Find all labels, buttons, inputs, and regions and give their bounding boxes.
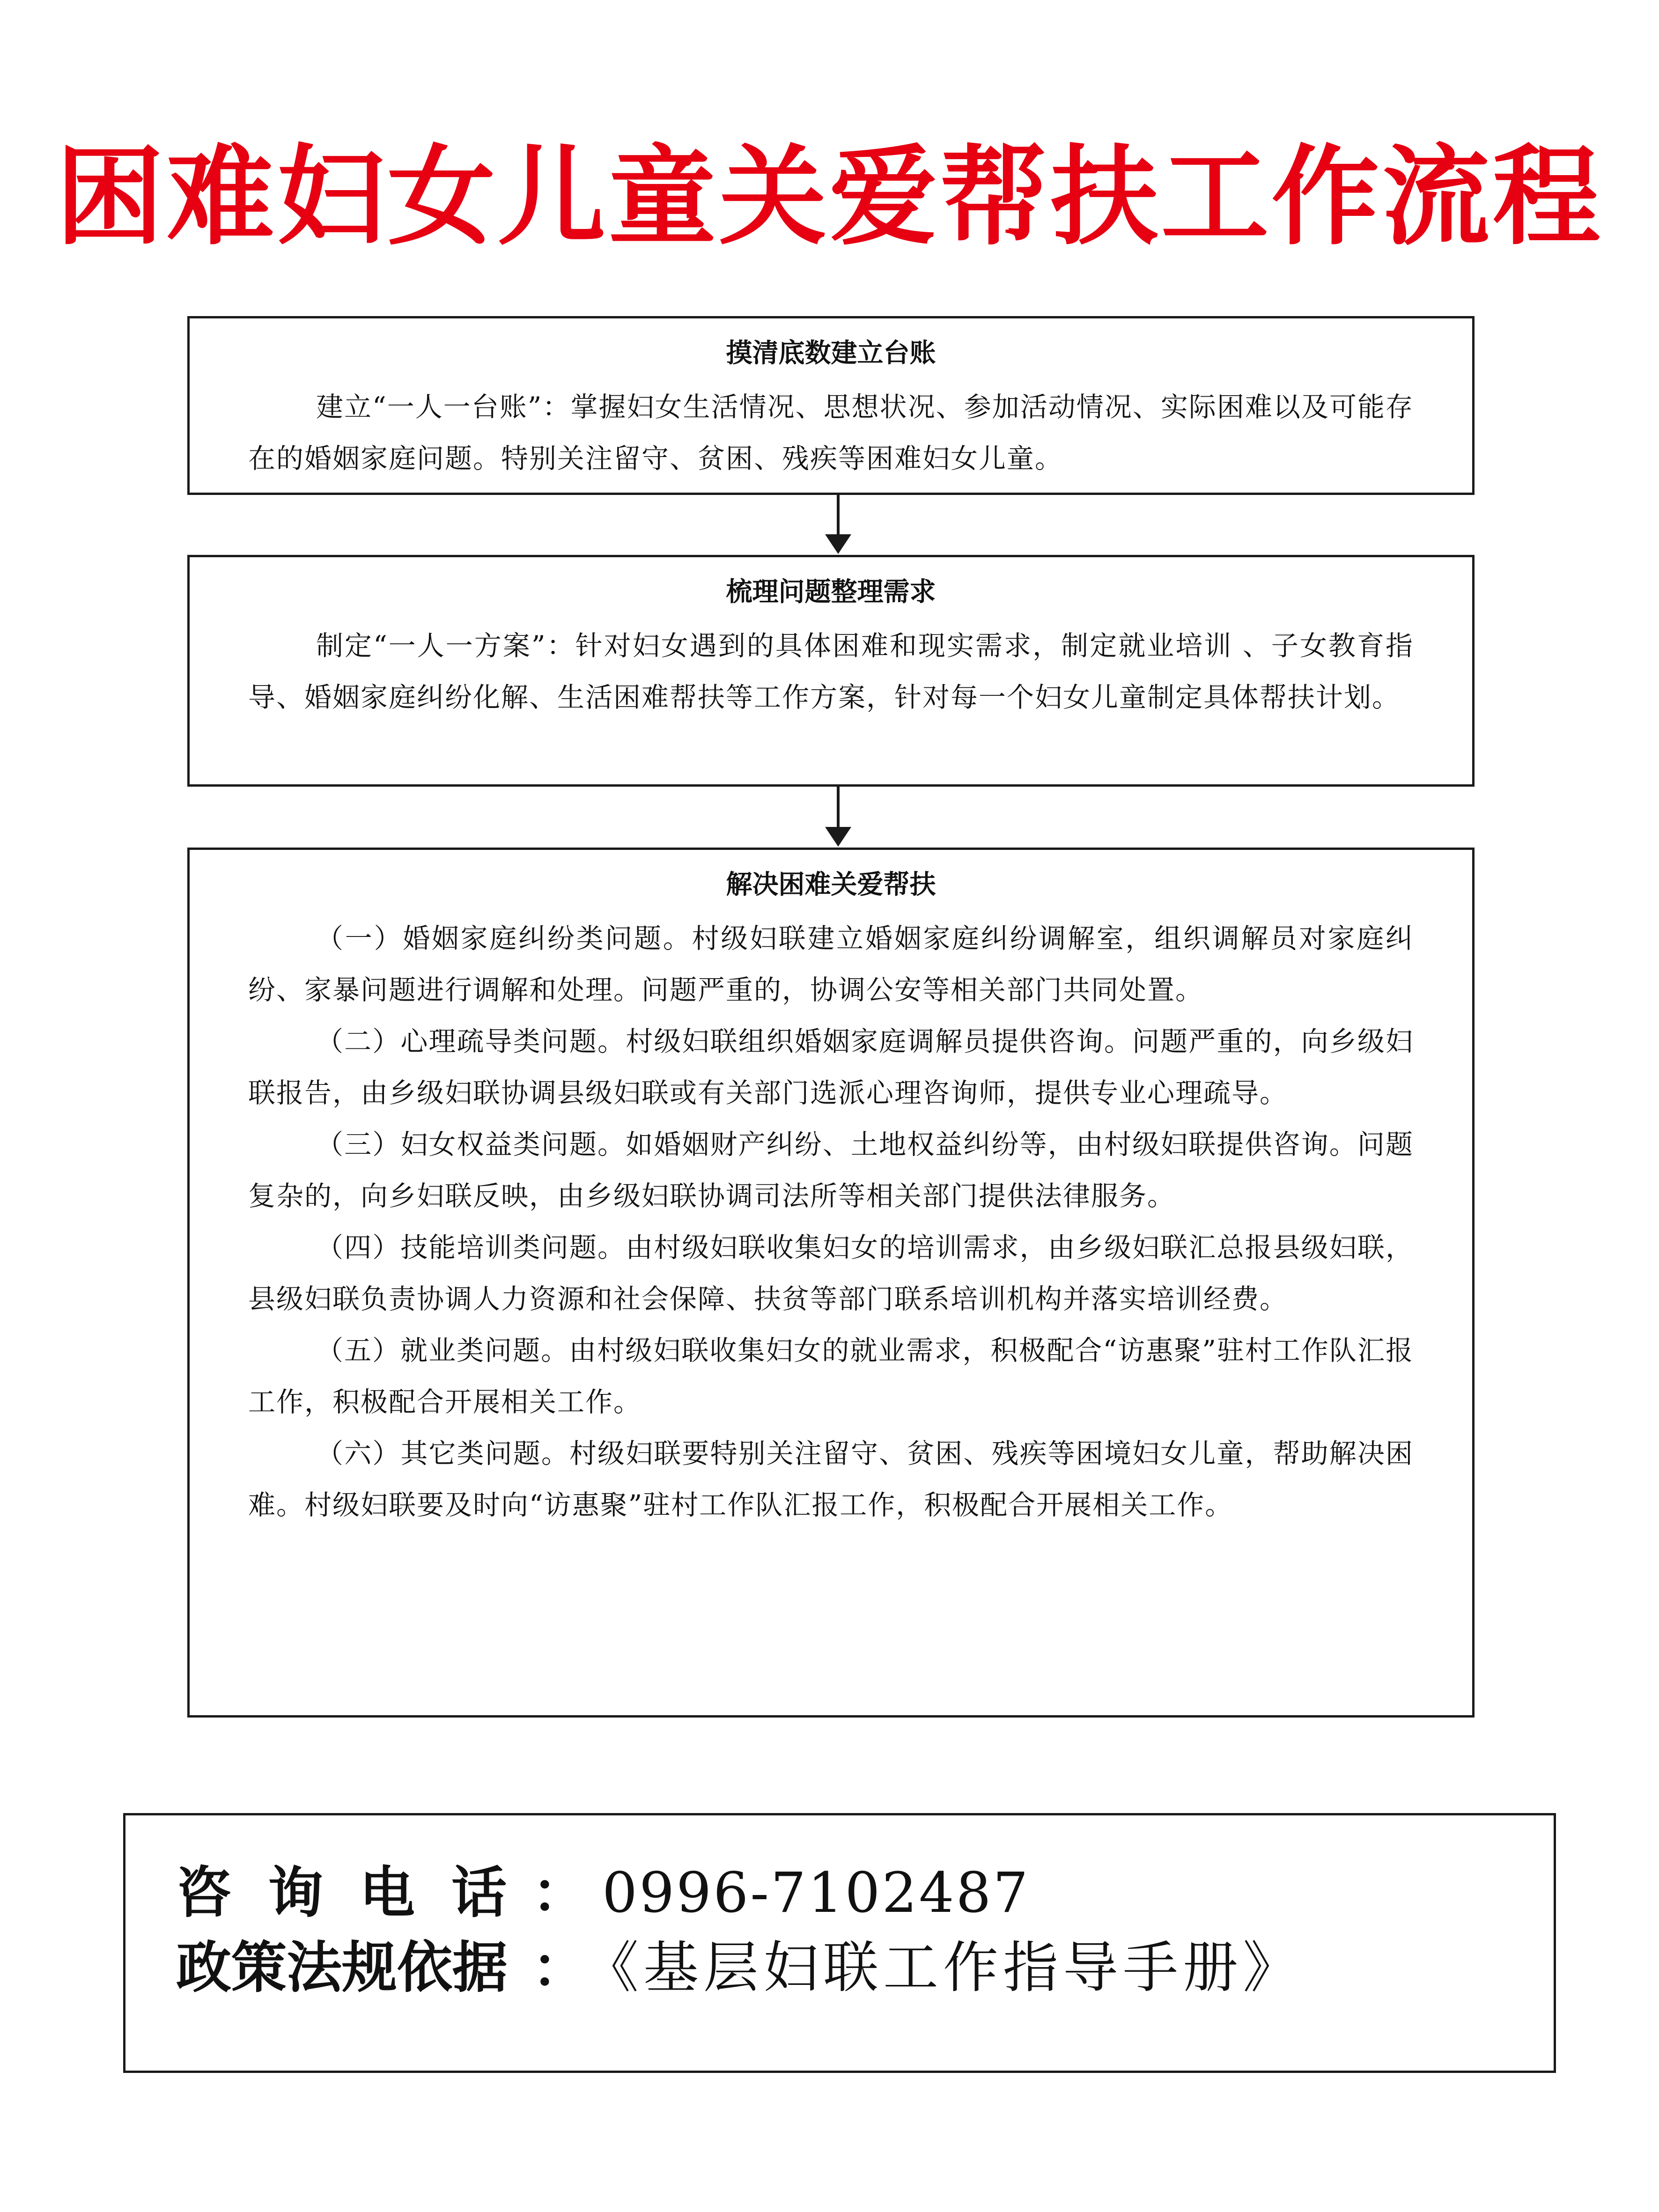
policy-basis-value: 《基层妇联工作指导手册》 <box>583 1935 1303 2000</box>
step-box-1 <box>187 316 1475 495</box>
phone-label: 咨询电话 <box>176 1860 544 1925</box>
step-paragraph: （六）其它类问题。村级妇联要特别关注留守、贫困、残疾等困境妇女儿童，帮助解决困难。村级妇联要及时向“访惠聚”驻村工作队汇报工作，积极配合开展相关工作。 <box>248 1438 1414 1521</box>
contact-info-box <box>123 1813 1556 2073</box>
step-box-2 <box>187 555 1475 787</box>
phone-colon: ： <box>532 1860 588 1925</box>
step-paragraph: （一）婚姻家庭纠纷类问题。村级妇联建立婚姻家庭纠纷调解室，组织调解员对家庭纠纷、家暴问题进行调解和处理。问题严重的，协调公安等相关部门共同处置。 <box>248 922 1414 1006</box>
step-heading-3: 解决困难关爱帮扶 <box>726 870 936 900</box>
step-paragraph: （三）妇女权益类问题。如婚姻财产纠纷、土地权益纠纷等，由村级妇联提供咨询。问题复杂的，向乡妇联反映，由乡级妇联协调司法所等相关部门提供法律服务。 <box>248 1128 1414 1212</box>
step-paragraph: （五）就业类问题。由村级妇联收集妇女的就业需求，积极配合“访惠聚”驻村工作队汇报工作，积极配合开展相关工作。 <box>248 1335 1414 1418</box>
flow-arrow-down-icon <box>815 495 862 555</box>
step-paragraph: （四）技能培训类问题。由村级妇联收集妇女的培训需求，由乡级妇联汇总报县级妇联，县级妇联负责协调人力资源和社会保障、扶贫等部门联系培训机构并落实培训经费。 <box>248 1231 1414 1315</box>
step-heading-2: 梳理问题整理需求 <box>726 577 936 607</box>
phone-number: 0996-7102487 <box>602 1860 1030 1925</box>
policy-basis-label: 政策法规依据 <box>176 1935 508 2000</box>
step-paragraph: 建立“一人一台账”：掌握妇女生活情况、思想状况、参加活动情况、实际困难以及可能存在的婚姻家庭问题。特别关注留守、贫困、残疾等困难妇女儿童。 <box>248 391 1414 474</box>
step-box-3 <box>187 848 1475 1718</box>
page-title: 困难妇女儿童关爱帮扶工作流程 <box>56 133 1603 260</box>
step-heading-1: 摸清底数建立台账 <box>726 338 936 369</box>
step-paragraph: （二）心理疏导类问题。村级妇联组织婚姻家庭调解员提供咨询。问题严重的，向乡级妇联报告，由乡级妇联协调县级妇联或有关部门选派心理咨询师，提供专业心理疏导。 <box>248 1025 1414 1109</box>
flow-arrow-down-icon <box>815 787 862 848</box>
step-paragraph: 制定“一人一方案”：针对妇女遇到的具体困难和现实需求，制定就业培训 、子女教育指导、婚姻家庭纠纷化解、生活困难帮扶等工作方案，针对每一个妇女儿童制定具体帮扶计划。 <box>248 630 1414 713</box>
policy-basis-colon: ： <box>532 1935 588 2000</box>
